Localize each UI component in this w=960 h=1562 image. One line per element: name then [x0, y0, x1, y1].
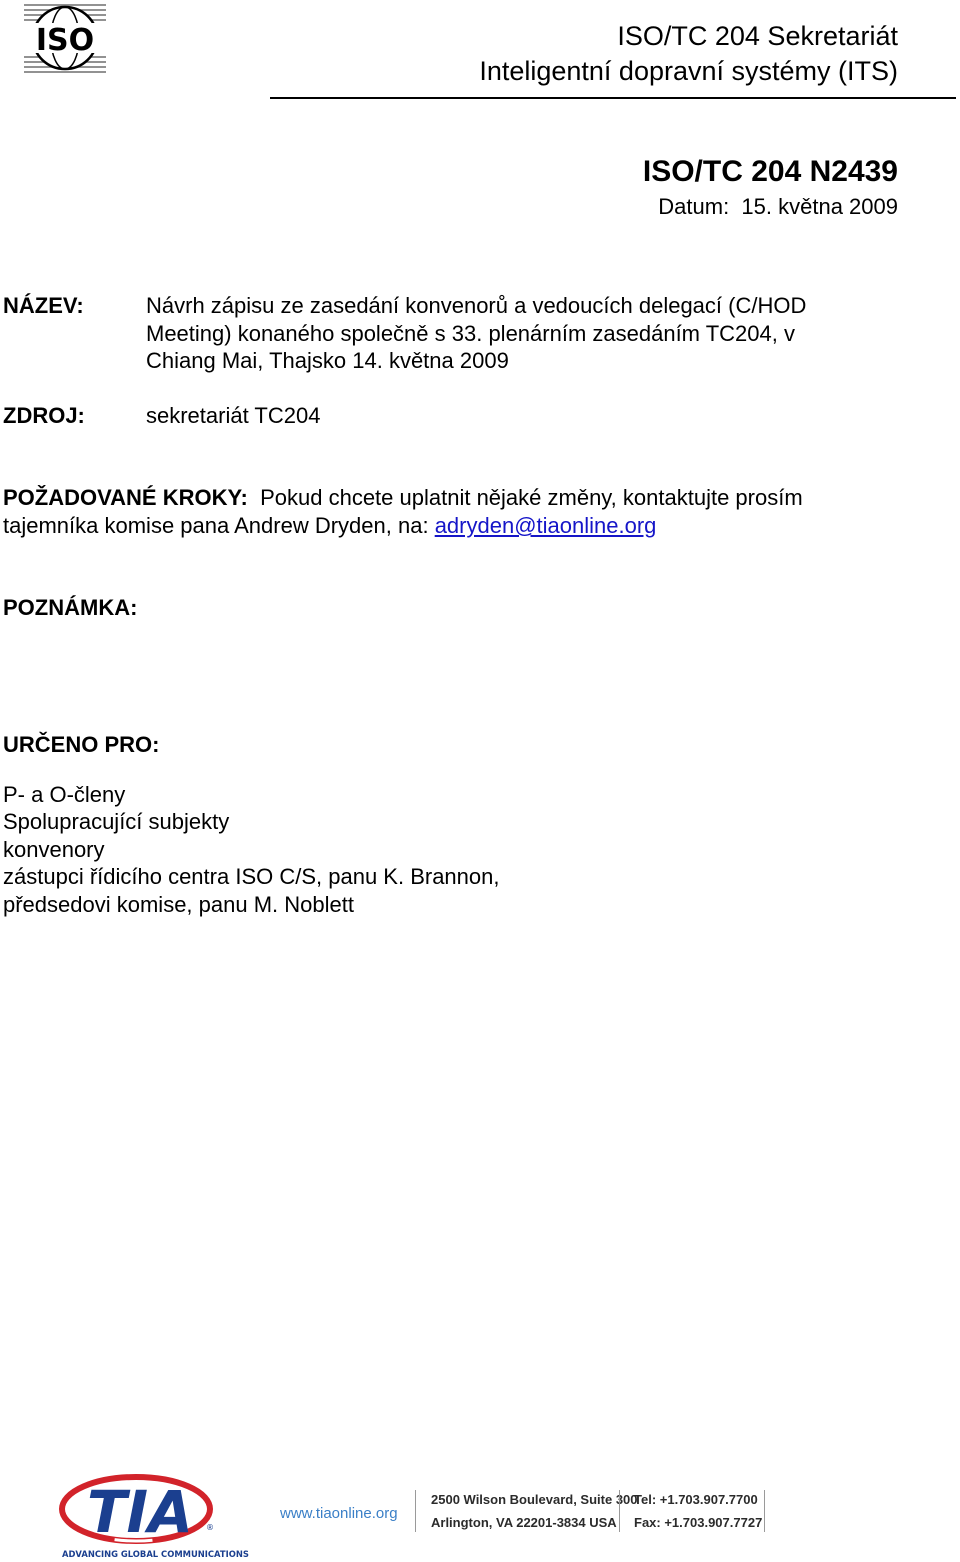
- document-date: [560, 193, 898, 221]
- note-label: POZNÁMKA:: [3, 595, 138, 620]
- footer-divider: [619, 1490, 620, 1532]
- nazev-line-1: Návrh zápisu ze zasedání konvenorů a vedoucích delegací (C/HOD: [146, 293, 807, 318]
- svg-text:®: ®: [206, 1523, 214, 1532]
- actions-text-2: tajemníka komise pana Andrew Dryden, na:: [3, 513, 429, 538]
- nazev-line-2: Meeting) konaného společně s 33. plenárním zasedáním TC204, v: [146, 321, 795, 346]
- distribution-item: předsedovi komise, panu M. Noblett: [3, 892, 354, 917]
- iso-logo: [24, 2, 106, 75]
- footer-divider: [415, 1490, 416, 1532]
- telephone: Tel: +1.703.907.7700: [634, 1492, 758, 1507]
- actions-line-1: [3, 484, 803, 512]
- nazev-line-3: Chiang Mai, Thajsko 14. května 2009: [146, 348, 509, 373]
- header-org: ISO/TC 204 Sekretariát: [617, 21, 898, 51]
- distribution-item: konvenory: [3, 837, 105, 862]
- actions-label: POŽADOVANÉ KROKY:: [3, 485, 248, 510]
- footer-contact: [634, 1488, 762, 1534]
- fax: Fax: +1.703.907.7727: [634, 1515, 763, 1530]
- distribution-label: URČENO PRO:: [3, 732, 160, 757]
- footer-address: [431, 1488, 638, 1534]
- nazev-label: NÁZEV:: [3, 293, 84, 318]
- header-committee: Inteligentní dopravní systémy (ITS): [479, 56, 898, 86]
- document-number: ISO/TC 204 N2439: [642, 155, 898, 188]
- distribution-item: zástupci řídicího centra ISO C/S, panu K. Brannon,: [3, 864, 500, 889]
- tia-logo-text: TIA: [86, 1478, 194, 1546]
- actions-text-1: Pokud chcete uplatnit nějaké změny, kontaktujte prosím: [260, 485, 803, 510]
- footer-divider: [764, 1490, 765, 1532]
- distribution-item: Spolupracující subjekty: [3, 809, 230, 834]
- actions-line-2: [3, 512, 656, 540]
- distribution-item: P- a O-členy: [3, 782, 126, 807]
- zdroj-label: ZDROJ:: [3, 403, 85, 428]
- tia-tagline: ADVANCING GLOBAL COMMUNICATIONS: [62, 1549, 249, 1559]
- zdroj-value: sekretariát TC204: [146, 403, 321, 428]
- date-value: 15. května 2009: [741, 194, 898, 219]
- tia-website-link[interactable]: www.tiaonline.org: [280, 1505, 398, 1522]
- header-divider: [270, 97, 956, 99]
- secretary-email-link[interactable]: adryden@tiaonline.org: [434, 513, 657, 538]
- tia-logo: [56, 1466, 249, 1560]
- address-line-2: Arlington, VA 22201-3834 USA: [431, 1515, 617, 1530]
- address-line-1: 2500 Wilson Boulevard, Suite 300: [431, 1492, 638, 1507]
- date-label: Datum:: [658, 194, 730, 219]
- svg-text:ISO: ISO: [35, 23, 95, 58]
